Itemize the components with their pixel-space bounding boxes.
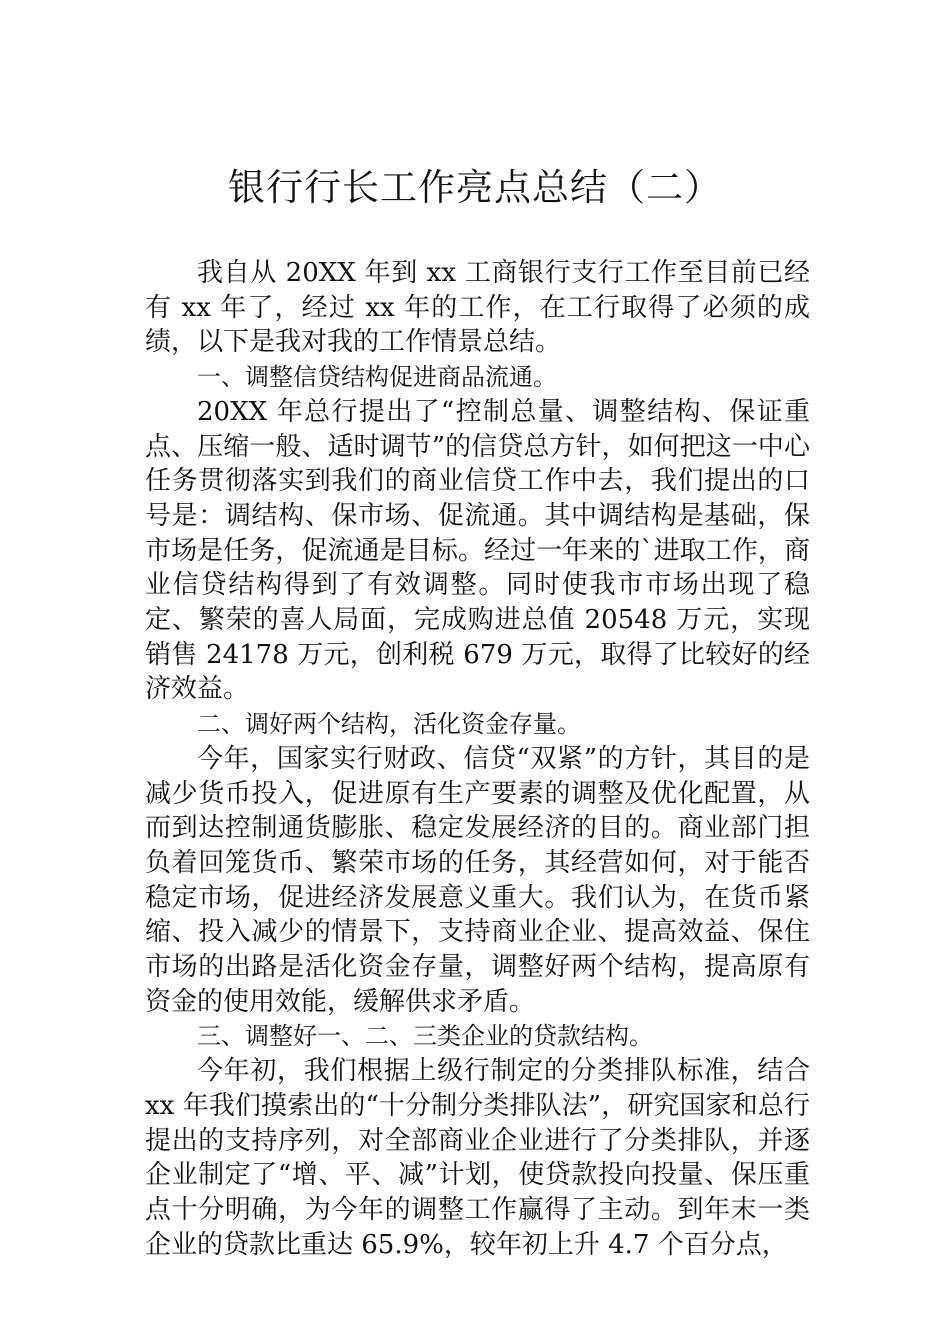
paragraph-section-2: 今年，国家实行财政、信贷“双紧”的方针，其目的是减少货币投入，促进原有生产要素的调整及优化配置，从而到达控制通货膨胀、稳定发展经济的目的。商业部门担负着回笼货币、繁荣市场的任务，其经营如何，对于能否稳定市场，促进经济发展意义重大。我们认为，在货币紧缩、投入减少的情景下，支持商业企业、提高效益、保住市场的出路是活化资金存量，调整好两个结构，提高原有资金的使用效能，缓解供求矛盾。 <box>145 743 810 1017</box>
document-body <box>145 256 810 1262</box>
paragraph-intro: 我自从 20XX 年到 xx 工商银行支行工作至目前已经有 xx 年了，经过 xx 年的工作，在工行取得了必须的成绩，以下是我对我的工作情景总结。 <box>145 258 810 358</box>
paragraph-section-3: 今年初，我们根据上级行制定的分类排队标准，结合 xx 年我们摸索出的“十分制分类排队法”，研究国家和总行提出的支持序列，对全部商业企业进行了分类排队，并逐企业制定了“增、平、减”计划，使贷款投向投量、保压重点十分明确，为今年的调整工作赢得了主动。到年末一类企业的贷款比重达 65.9%，较年初上升 4.7 个百分点， <box>145 1056 810 1260</box>
section-heading-1: 一、调整信贷结构促进商品流通。 <box>197 363 557 392</box>
section-heading-3: 三、调整好一、二、三类企业的贷款结构。 <box>197 1022 653 1051</box>
paragraph-section-1: 20XX 年总行提出了“控制总量、调整结构、保证重点、压缩一般、适时调节”的信贷总方针，如何把这一中心任务贯彻落实到我们的商业信贷工作中去，我们提出的口号是：调结构、保市场、促流通。其中调结构是基础，保市场是任务，促流通是目标。经过一年来的`进取工作，商业信贷结构得到了有效调整。同时使我市市场出现了稳定、繁荣的喜人局面，完成购进总值 20548 万元，实现销售 24178 万元，创利税 679 万元，取得了比较好的经济效益。 <box>145 396 810 705</box>
document-title: 银行行长工作亮点总结（二） <box>228 166 722 209</box>
section-heading-2: 二、调好两个结构，活化资金存量。 <box>197 710 581 739</box>
